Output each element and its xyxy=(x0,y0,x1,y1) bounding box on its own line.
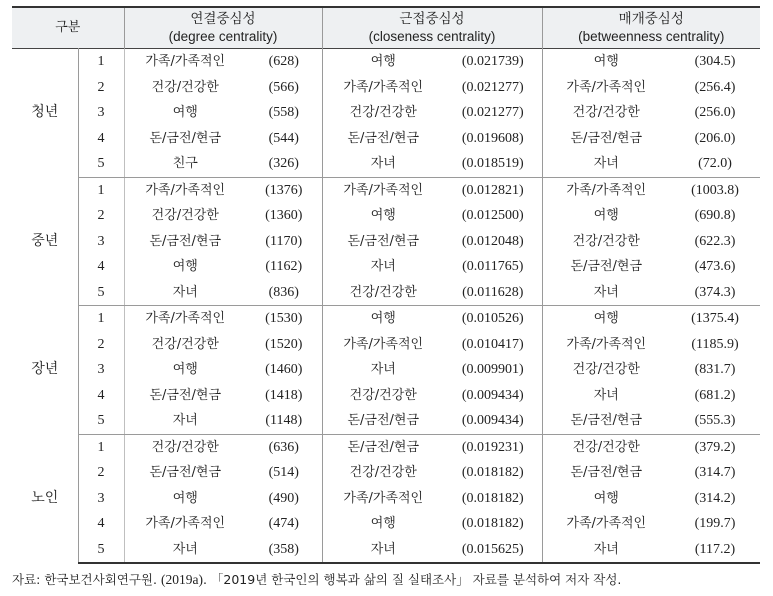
betweenness-value-cell: (314.2) xyxy=(694,490,736,506)
closeness-value-cell: (0.009434) xyxy=(444,383,542,409)
degree-word-cell: 돈/금전/현금 xyxy=(149,130,222,146)
betweenness-word-cell: 돈/금전/현금 xyxy=(570,130,643,146)
centrality-table-section xyxy=(12,6,760,588)
table-row xyxy=(12,100,760,126)
closeness-value-cell: (0.018182) xyxy=(444,460,542,486)
betweenness-word-cell: 돈/금전/현금 xyxy=(570,259,643,274)
betweenness-word-cell: 자녀 xyxy=(542,151,670,177)
degree-value-cell: (1460) xyxy=(246,357,322,383)
degree-value-cell: (1360) xyxy=(246,203,322,229)
closeness-word-cell: 돈/금전/현금 xyxy=(322,408,444,434)
table-row xyxy=(12,254,760,280)
degree-value-cell: (1418) xyxy=(246,383,322,409)
closeness-word-cell: 자녀 xyxy=(370,362,396,377)
betweenness-value-cell: (304.5) xyxy=(694,54,736,69)
rank-cell: 1 xyxy=(78,49,124,75)
table-row xyxy=(12,460,760,486)
rank-cell: 3 xyxy=(78,486,124,512)
table-row xyxy=(12,229,760,255)
degree-word-cell: 가족/가족적인 xyxy=(145,182,226,198)
betweenness-word-cell: 건강/건강한 xyxy=(572,105,640,120)
degree-word-cell: 가족/가족적인 xyxy=(145,516,226,531)
betweenness-word-cell: 돈/금전/현금 xyxy=(570,465,643,480)
betweenness-word-cell: 돈/금전/현금 xyxy=(542,408,670,434)
header-betweenness-subtitle: (betweenness centrality) xyxy=(578,29,725,44)
group-label: 청년 xyxy=(12,49,78,178)
degree-value-cell: (1170) xyxy=(246,229,322,255)
degree-word-cell: 돈/금전/현금 xyxy=(149,465,222,480)
degree-word-cell: 건강/건강한 xyxy=(151,208,219,223)
closeness-word-cell: 여행 xyxy=(370,311,396,326)
degree-word-cell: 건강/건강한 xyxy=(151,336,219,352)
header-betweenness xyxy=(542,7,760,49)
header-betweenness-title: 매개중심성 xyxy=(618,11,684,27)
rank-cell: 2 xyxy=(78,203,124,229)
table-row xyxy=(12,49,760,75)
header-degree xyxy=(124,7,322,49)
degree-value-cell: (1148) xyxy=(246,408,322,434)
degree-word-cell: 여행 xyxy=(172,259,198,274)
header-degree-title: 연결중심성 xyxy=(190,11,256,27)
betweenness-value-cell: (555.3) xyxy=(670,408,760,434)
closeness-value-cell: (0.019608) xyxy=(444,126,542,152)
betweenness-value-cell: (681.2) xyxy=(694,387,736,403)
betweenness-value-cell: (622.3) xyxy=(694,233,736,249)
closeness-value-cell: (0.019231) xyxy=(444,434,542,460)
degree-value-cell: (490) xyxy=(246,486,322,512)
group-label: 중년 xyxy=(12,177,78,306)
centrality-table xyxy=(12,6,760,564)
table-row xyxy=(12,75,760,101)
closeness-value-cell: (0.010526) xyxy=(444,306,542,332)
closeness-value-cell: (0.015625) xyxy=(444,537,542,564)
betweenness-value-cell: (473.6) xyxy=(694,259,736,274)
degree-value-cell: (1530) xyxy=(246,306,322,332)
table-row xyxy=(12,537,760,564)
group-label: 장년 xyxy=(12,306,78,435)
rank-cell: 5 xyxy=(78,537,124,564)
closeness-value-cell: (0.009434) xyxy=(444,408,542,434)
closeness-word-cell: 돈/금전/현금 xyxy=(347,439,420,455)
betweenness-word-cell: 가족/가족적인 xyxy=(566,516,647,531)
betweenness-word-cell: 여행 xyxy=(593,54,619,69)
table-row xyxy=(12,434,760,460)
source-text: . 「2019년 한국인의 행복과 삶의 질 실태조사」 자료를 분석하여 저자 작성. xyxy=(202,572,622,587)
header-degree-subtitle: (degree centrality) xyxy=(168,29,278,44)
betweenness-word-cell: 여행 xyxy=(593,311,619,326)
degree-value-cell: (1376) xyxy=(246,177,322,203)
degree-word-cell: 돈/금전/현금 xyxy=(149,233,222,249)
rank-cell: 1 xyxy=(78,177,124,203)
closeness-value-cell: (0.009901) xyxy=(444,357,542,383)
betweenness-value-cell: (199.7) xyxy=(694,516,736,531)
betweenness-word-cell: 자녀 xyxy=(593,387,619,403)
betweenness-word-cell: 가족/가족적인 xyxy=(566,79,647,95)
betweenness-word-cell: 자녀 xyxy=(542,537,670,564)
betweenness-word-cell: 건강/건강한 xyxy=(572,362,640,377)
degree-value-cell: (558) xyxy=(246,100,322,126)
degree-word-cell: 자녀 xyxy=(124,408,246,434)
closeness-value-cell: (0.012048) xyxy=(444,229,542,255)
degree-value-cell: (636) xyxy=(246,434,322,460)
betweenness-value-cell: (1185.9) xyxy=(691,336,739,352)
table-body xyxy=(12,49,760,564)
rank-cell: 3 xyxy=(78,357,124,383)
degree-value-cell: (474) xyxy=(246,511,322,537)
betweenness-value-cell: (1375.4) xyxy=(691,311,739,326)
closeness-word-cell: 가족/가족적인 xyxy=(343,79,424,95)
betweenness-word-cell: 가족/가족적인 xyxy=(566,336,647,352)
table-row xyxy=(12,203,760,229)
rank-cell: 3 xyxy=(78,229,124,255)
closeness-value-cell: (0.021739) xyxy=(444,49,542,75)
closeness-value-cell: (0.012500) xyxy=(444,203,542,229)
betweenness-value-cell: (256.4) xyxy=(694,79,736,95)
closeness-word-cell: 건강/건강한 xyxy=(349,387,417,403)
betweenness-word-cell: 가족/가족적인 xyxy=(566,182,647,198)
closeness-value-cell: (0.012821) xyxy=(444,177,542,203)
betweenness-value-cell: (117.2) xyxy=(670,537,760,564)
closeness-word-cell: 건강/건강한 xyxy=(349,465,417,480)
closeness-word-cell: 여행 xyxy=(370,54,396,69)
betweenness-word-cell: 자녀 xyxy=(542,280,670,306)
rank-cell: 5 xyxy=(78,408,124,434)
degree-word-cell: 여행 xyxy=(172,490,198,506)
betweenness-word-cell: 여행 xyxy=(593,208,619,223)
degree-word-cell: 돈/금전/현금 xyxy=(149,387,222,403)
rank-cell: 3 xyxy=(78,100,124,126)
closeness-value-cell: (0.021277) xyxy=(444,75,542,101)
group-label: 노인 xyxy=(12,434,78,563)
header-group: 구분 xyxy=(12,7,124,49)
table-header xyxy=(12,7,760,49)
degree-value-cell: (1520) xyxy=(246,332,322,358)
degree-word-cell: 여행 xyxy=(172,362,198,377)
closeness-word-cell: 자녀 xyxy=(322,151,444,177)
source-note xyxy=(12,570,760,588)
closeness-value-cell: (0.010417) xyxy=(444,332,542,358)
degree-word-cell: 건강/건강한 xyxy=(151,439,219,455)
betweenness-value-cell: (256.0) xyxy=(694,105,736,120)
source-year: (2019a) xyxy=(160,572,203,587)
betweenness-value-cell: (1003.8) xyxy=(691,182,739,198)
closeness-word-cell: 가족/가족적인 xyxy=(343,336,424,352)
degree-value-cell: (628) xyxy=(246,49,322,75)
rank-cell: 4 xyxy=(78,383,124,409)
closeness-word-cell: 돈/금전/현금 xyxy=(347,130,420,146)
degree-value-cell: (836) xyxy=(246,280,322,306)
table-row xyxy=(12,383,760,409)
closeness-value-cell: (0.018182) xyxy=(444,511,542,537)
rank-cell: 4 xyxy=(78,511,124,537)
degree-value-cell: (544) xyxy=(246,126,322,152)
degree-value-cell: (358) xyxy=(246,537,322,564)
betweenness-word-cell: 건강/건강한 xyxy=(572,233,640,249)
degree-word-cell: 자녀 xyxy=(124,280,246,306)
betweenness-word-cell: 건강/건강한 xyxy=(572,439,640,455)
header-closeness-subtitle: (closeness centrality) xyxy=(368,29,496,44)
closeness-value-cell: (0.018519) xyxy=(444,151,542,177)
rank-cell: 1 xyxy=(78,306,124,332)
rank-cell: 2 xyxy=(78,75,124,101)
closeness-word-cell: 자녀 xyxy=(322,537,444,564)
degree-value-cell: (514) xyxy=(246,460,322,486)
table-row xyxy=(12,151,760,177)
table-row xyxy=(12,177,760,203)
betweenness-value-cell: (690.8) xyxy=(694,208,736,223)
table-row xyxy=(12,511,760,537)
closeness-word-cell: 여행 xyxy=(370,208,396,223)
rank-cell: 5 xyxy=(78,280,124,306)
degree-word-cell: 가족/가족적인 xyxy=(145,311,226,326)
header-closeness-title: 근접중심성 xyxy=(399,11,465,27)
table-row xyxy=(12,332,760,358)
rank-cell: 1 xyxy=(78,434,124,460)
closeness-word-cell: 건강/건강한 xyxy=(349,105,417,120)
table-row xyxy=(12,280,760,306)
degree-value-cell: (566) xyxy=(246,75,322,101)
closeness-word-cell: 돈/금전/현금 xyxy=(347,233,420,249)
closeness-word-cell: 자녀 xyxy=(370,259,396,274)
rank-cell: 2 xyxy=(78,460,124,486)
closeness-value-cell: (0.021277) xyxy=(444,100,542,126)
betweenness-value-cell: (314.7) xyxy=(694,465,736,480)
betweenness-word-cell: 여행 xyxy=(593,490,619,506)
betweenness-value-cell: (72.0) xyxy=(670,151,760,177)
rank-cell: 2 xyxy=(78,332,124,358)
closeness-word-cell: 건강/건강한 xyxy=(322,280,444,306)
rank-cell: 4 xyxy=(78,126,124,152)
rank-cell: 5 xyxy=(78,151,124,177)
closeness-word-cell: 가족/가족적인 xyxy=(343,490,424,506)
table-row xyxy=(12,306,760,332)
closeness-word-cell: 여행 xyxy=(370,516,396,531)
closeness-value-cell: (0.018182) xyxy=(444,486,542,512)
degree-word-cell: 가족/가족적인 xyxy=(145,54,226,69)
rank-cell: 4 xyxy=(78,254,124,280)
table-row xyxy=(12,357,760,383)
degree-word-cell: 여행 xyxy=(172,105,198,120)
source-prefix: 자료: 한국보건사회연구원. xyxy=(12,572,161,587)
closeness-value-cell: (0.011765) xyxy=(444,254,542,280)
degree-word-cell: 친구 xyxy=(124,151,246,177)
degree-value-cell: (1162) xyxy=(246,254,322,280)
closeness-value-cell: (0.011628) xyxy=(444,280,542,306)
closeness-word-cell: 가족/가족적인 xyxy=(343,182,424,198)
betweenness-value-cell: (206.0) xyxy=(694,130,736,146)
table-row xyxy=(12,126,760,152)
degree-word-cell: 건강/건강한 xyxy=(151,79,219,95)
betweenness-value-cell: (831.7) xyxy=(694,362,736,377)
header-closeness xyxy=(322,7,542,49)
betweenness-value-cell: (379.2) xyxy=(694,439,736,455)
table-row xyxy=(12,408,760,434)
degree-value-cell: (326) xyxy=(246,151,322,177)
table-row xyxy=(12,486,760,512)
degree-word-cell: 자녀 xyxy=(124,537,246,564)
betweenness-value-cell: (374.3) xyxy=(670,280,760,306)
